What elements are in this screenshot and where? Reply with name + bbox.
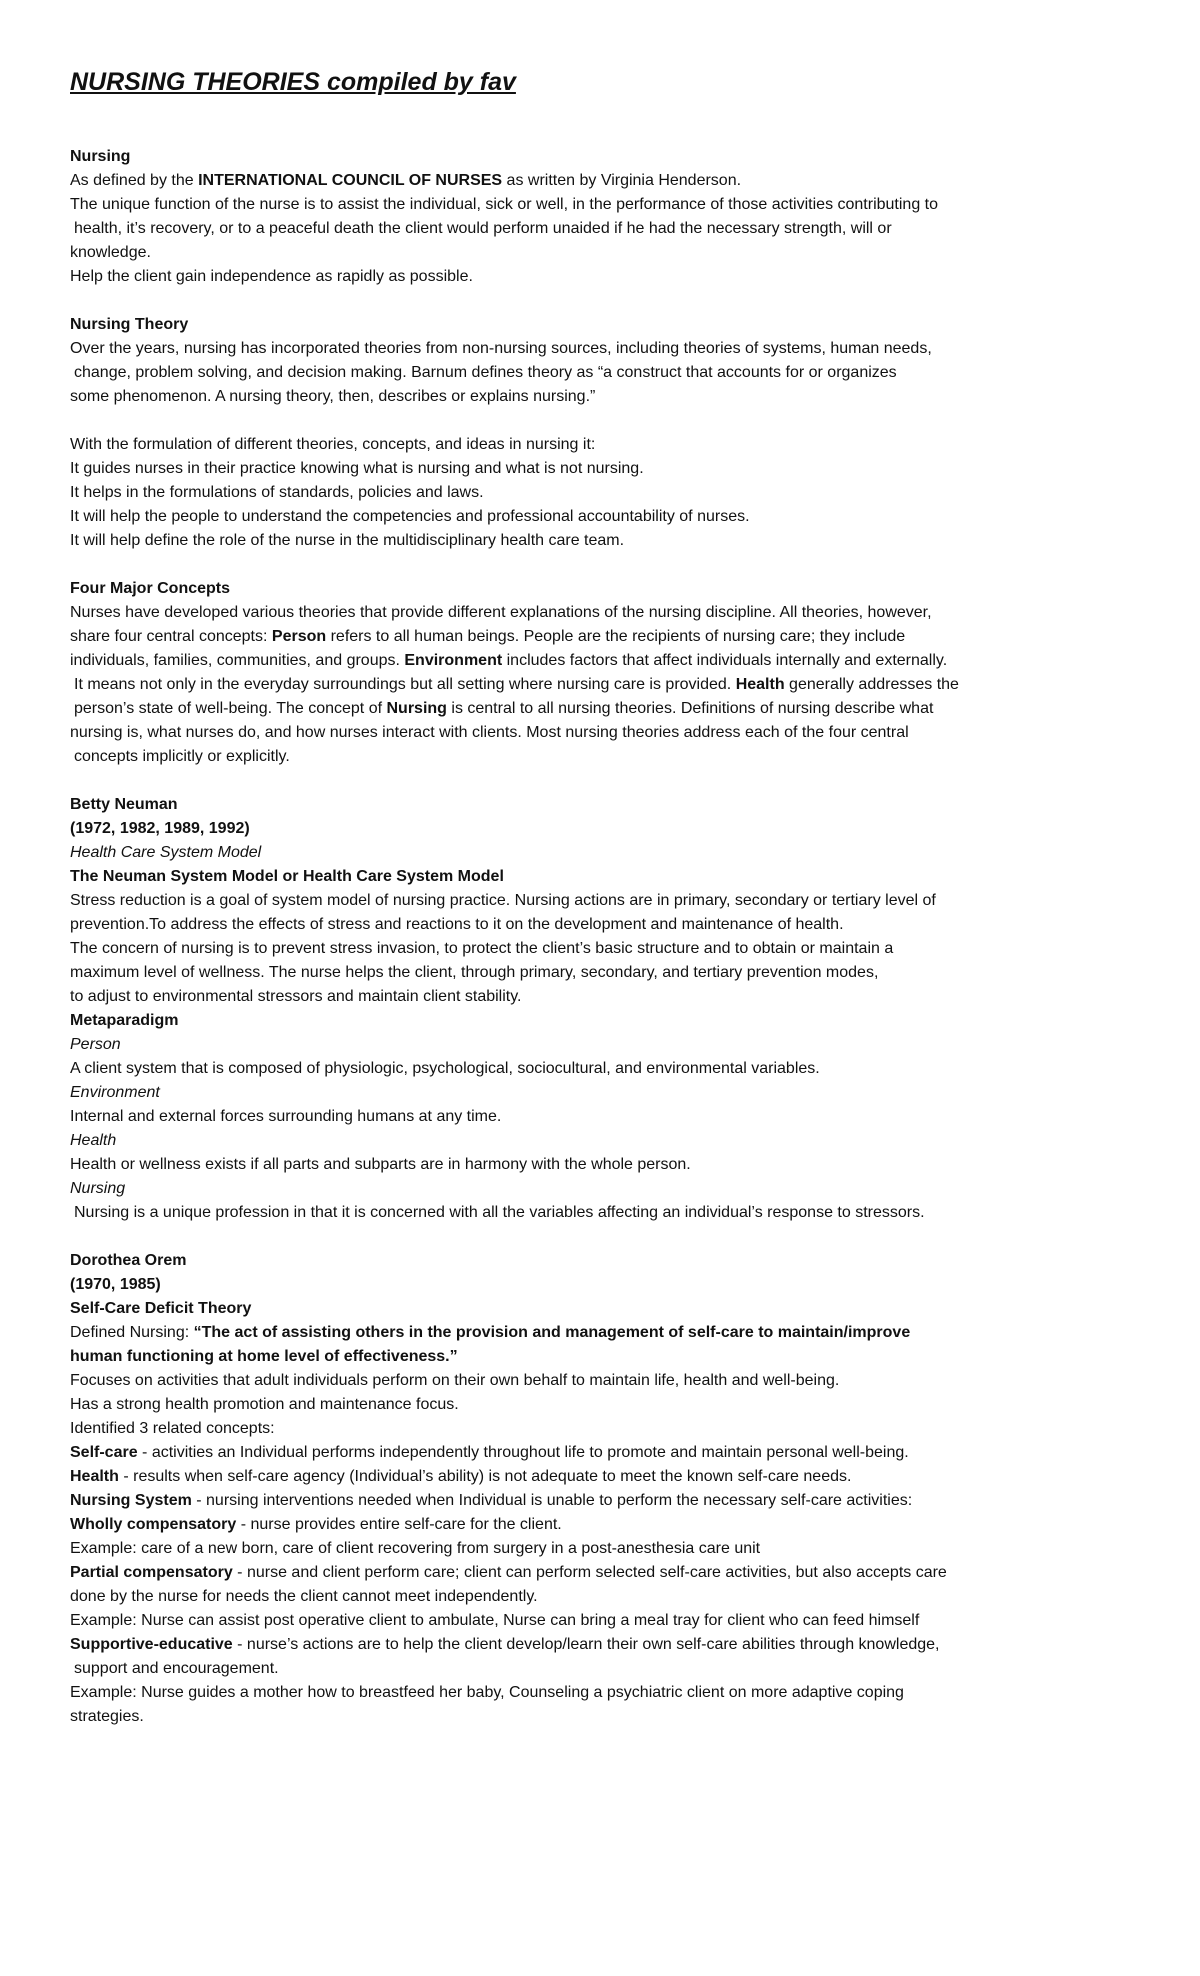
paragraph-line: Has a strong health promotion and maintenance focus. <box>70 1396 459 1413</box>
concept-line <box>70 1561 1150 1585</box>
text-run: person’s state of well-being. The concept of <box>74 700 387 717</box>
concept-line <box>70 1465 1150 1489</box>
metaparadigm-health-label: Health <box>70 1132 117 1149</box>
paragraph-line: health, it’s recovery, or to a peaceful death the client would perform unaided if he had the necessary strength, will or <box>74 220 892 237</box>
text-run: refers to all human beings. People are the recipients of nursing care; they include <box>326 628 906 645</box>
text-run: As defined by the <box>70 172 199 189</box>
paragraph-line: some phenomenon. A nursing theory, then, describes or explains nursing.” <box>70 388 596 405</box>
spacer <box>70 769 1150 793</box>
metaparadigm-environment-text: Internal and external forces surrounding humans at any time. <box>70 1108 502 1125</box>
paragraph-line: Stress reduction is a goal of system model of nursing practice. Nursing actions are in primary, secondary or tertiary level of <box>70 892 936 909</box>
model-name-neuman: The Neuman System Model or Health Care System Model <box>70 868 504 885</box>
bold-text-run: Person <box>271 628 327 645</box>
example-line: Example: care of a new born, care of client recovering from surgery in a post-anesthesia care unit <box>70 1540 761 1557</box>
text-run: Defined Nursing: <box>70 1324 194 1341</box>
paragraph-line: maximum level of wellness. The nurse helps the client, through primary, secondary, and tertiary prevention modes, <box>70 964 879 981</box>
text-run: - nursing interventions needed when Individual is unable to perform the necessary self-care activities: <box>191 1492 913 1509</box>
spacer <box>70 1225 1150 1249</box>
definition-line: human functioning at home level of effectiveness.” <box>70 1348 458 1365</box>
paragraph-line <box>70 697 1150 721</box>
paragraph-line <box>70 169 1150 193</box>
text-run: - nurse and client perform care; client can perform selected self-care activities, but also accepts care <box>232 1564 947 1581</box>
text-run: - nurse provides entire self-care for the client. <box>236 1516 562 1533</box>
text-run: generally addresses the <box>784 676 959 693</box>
paragraph-line <box>70 625 1150 649</box>
paragraph-line: knowledge. <box>70 244 151 261</box>
theorist-years-orem: (1970, 1985) <box>70 1276 161 1293</box>
bold-text-run: Partial compensatory <box>70 1564 233 1581</box>
paragraph-line <box>70 649 1150 673</box>
metaparadigm-heading: Metaparadigm <box>70 1012 179 1029</box>
document-title: NURSING THEORIES compiled by fav <box>70 68 516 96</box>
list-line: It helps in the formulations of standards, policies and laws. <box>70 484 484 501</box>
paragraph-line: support and encouragement. <box>74 1660 279 1677</box>
paragraph-line: Help the client gain independence as rapidly as possible. <box>70 268 473 285</box>
metaparadigm-health-text: Health or wellness exists if all parts and subparts are in harmony with the whole person. <box>70 1156 691 1173</box>
bold-text-run: Self-care <box>70 1444 138 1461</box>
paragraph-line: concepts implicitly or explicitly. <box>74 748 290 765</box>
theorist-name-neuman: Betty Neuman <box>70 796 178 813</box>
example-line: Example: Nurse guides a mother how to breastfeed her baby, Counseling a psychiatric client on more adaptive coping <box>70 1684 904 1701</box>
bold-text-run: Supportive-educative <box>70 1636 233 1653</box>
theorist-name-orem: Dorothea Orem <box>70 1252 187 1269</box>
theory-name-orem: Self-Care Deficit Theory <box>70 1300 252 1317</box>
paragraph-line <box>70 673 1150 697</box>
text-run: - activities an Individual performs independently throughout life to promote and maintain personal well-being. <box>137 1444 909 1461</box>
paragraph-line: The unique function of the nurse is to assist the individual, sick or well, in the performance of those activities contributing to <box>70 196 939 213</box>
metaparadigm-person-text: A client system that is composed of physiologic, psychological, sociocultural, and environmental variables. <box>70 1060 820 1077</box>
paragraph-line: The concern of nursing is to prevent stress invasion, to protect the client’s basic structure and to obtain or maintain a <box>70 940 894 957</box>
text-run: It means not only in the everyday surroundings but all setting where nursing care is provided. <box>74 676 736 693</box>
text-run: includes factors that affect individuals internally and externally. <box>502 652 948 669</box>
bold-text-run: Health <box>70 1468 119 1485</box>
paragraph-line: With the formulation of different theories, concepts, and ideas in nursing it: <box>70 436 596 453</box>
bold-text-run: “The act of assisting others in the provision and management of self-care to maintain/improve <box>193 1324 911 1341</box>
text-run: share four central concepts: <box>70 628 272 645</box>
bold-text-run: Health <box>735 676 785 693</box>
concept-line <box>70 1513 1150 1537</box>
spacer <box>70 289 1150 313</box>
text-run: individuals, families, communities, and groups. <box>70 652 405 669</box>
paragraph-line: Over the years, nursing has incorporated theories from non-nursing sources, including theories of systems, human needs, <box>70 340 932 357</box>
paragraph-line: nursing is, what nurses do, and how nurses interact with clients. Most nursing theories address each of the four central <box>70 724 909 741</box>
paragraph-line: Nurses have developed various theories that provide different explanations of the nursing discipline. All theories, however, <box>70 604 932 621</box>
paragraph-line: prevention.To address the effects of stress and reactions to it on the development and maintenance of health. <box>70 916 844 933</box>
paragraph-line: change, problem solving, and decision making. Barnum defines theory as “a construct that accounts for or organizes <box>74 364 897 381</box>
concept-line <box>70 1489 1150 1513</box>
list-line: It guides nurses in their practice knowing what is nursing and what is not nursing. <box>70 460 644 477</box>
paragraph-line: Focuses on activities that adult individuals perform on their own behalf to maintain life, health and well-being. <box>70 1372 840 1389</box>
paragraph-line: to adjust to environmental stressors and maintain client stability. <box>70 988 522 1005</box>
spacer <box>70 409 1150 433</box>
text-run: is central to all nursing theories. Definitions of nursing describe what <box>446 700 934 717</box>
bold-text-run: Nursing <box>386 700 447 717</box>
section-heading-nursing-theory: Nursing Theory <box>70 316 189 333</box>
metaparadigm-nursing-label: Nursing <box>70 1180 126 1197</box>
metaparadigm-nursing-text: Nursing is a unique profession in that it is concerned with all the variables affecting an individual’s response to stressors. <box>74 1204 925 1221</box>
spacer <box>70 553 1150 577</box>
text-run: - results when self-care agency (Individual’s ability) is not adequate to meet the known self-care needs. <box>118 1468 852 1485</box>
definition-line <box>70 1321 1150 1345</box>
example-line: Example: Nurse can assist post operative client to ambulate, Nurse can bring a meal tray for client who can feed himself <box>70 1612 920 1629</box>
theorist-years-neuman: (1972, 1982, 1989, 1992) <box>70 820 250 837</box>
text-run: as written by Virginia Henderson. <box>502 172 742 189</box>
example-line: strategies. <box>70 1708 144 1725</box>
paragraph-line: Identified 3 related concepts: <box>70 1420 275 1437</box>
paragraph-line: done by the nurse for needs the client cannot meet independently. <box>70 1588 538 1605</box>
document-body <box>70 145 1150 1729</box>
bold-text-run: Environment <box>404 652 503 669</box>
metaparadigm-person-label: Person <box>70 1036 121 1053</box>
text-run: - nurse’s actions are to help the client develop/learn their own self-care abilities through knowledge, <box>232 1636 940 1653</box>
list-line: It will help define the role of the nurse in the multidisciplinary health care team. <box>70 532 625 549</box>
section-heading-four-major-concepts: Four Major Concepts <box>70 580 231 597</box>
concept-line <box>70 1441 1150 1465</box>
section-heading-nursing: Nursing <box>70 148 131 165</box>
list-line: It will help the people to understand the competencies and professional accountability of nurses. <box>70 508 750 525</box>
bold-text-run: Nursing System <box>70 1492 192 1509</box>
theory-subtitle-neuman: Health Care System Model <box>70 844 262 861</box>
metaparadigm-environment-label: Environment <box>70 1084 160 1101</box>
bold-text-run: INTERNATIONAL COUNCIL OF NURSES <box>198 172 503 189</box>
bold-text-run: Wholly compensatory <box>70 1516 237 1533</box>
concept-line <box>70 1633 1150 1657</box>
